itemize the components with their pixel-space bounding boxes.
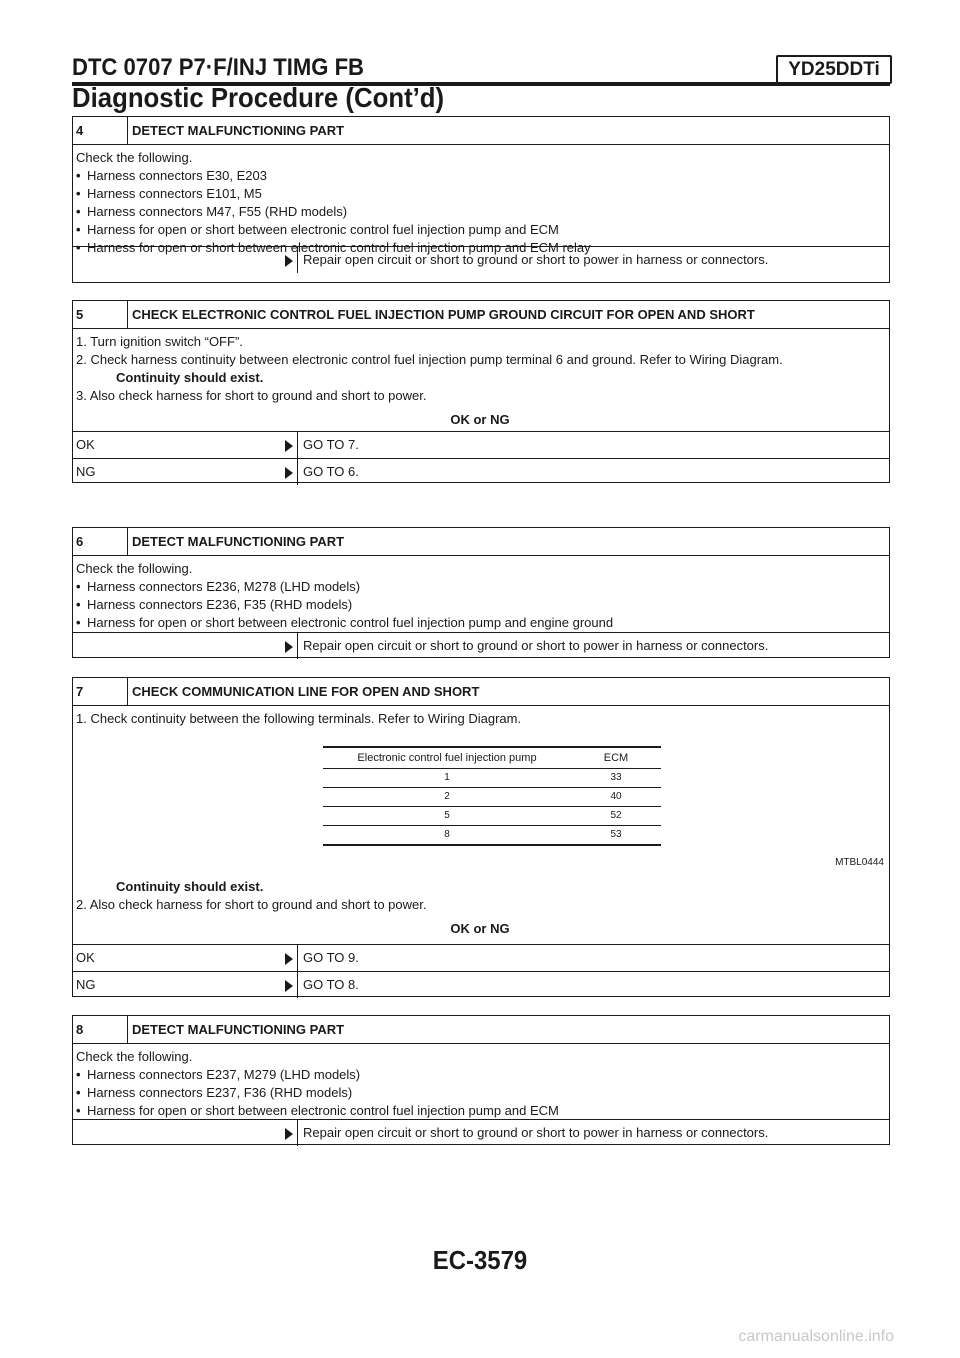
table-cell: 52 (571, 807, 661, 826)
watermark: carmanualsonline.info (738, 1328, 894, 1345)
check-item: • Harness connectors E101, M5 (76, 185, 884, 203)
step-number: 5 (73, 301, 128, 328)
table-cell: 5 (323, 807, 571, 826)
step-body (73, 145, 889, 255)
arrow-right-icon (280, 633, 297, 659)
arrow-right-icon (280, 945, 297, 971)
step-7-box (72, 677, 890, 997)
step-intro: Check the following. (76, 150, 193, 165)
result-row-ok (73, 431, 889, 458)
check-item: • Harness connectors M47, F55 (RHD models) (76, 203, 884, 221)
arrow-right-icon (280, 432, 297, 458)
table-cell: 33 (571, 769, 661, 788)
table-cell: 8 (323, 826, 571, 846)
arrow-right-icon (280, 459, 297, 485)
ok-or-ng-label: OK or NG (450, 921, 510, 936)
arrow-right-icon (280, 1120, 297, 1146)
instruction: 3. Also check harness for short to ground and short to power. (76, 388, 427, 403)
step-title: DETECT MALFUNCTIONING PART (132, 123, 345, 138)
step-5-box (72, 300, 890, 483)
result-label: NG (76, 977, 96, 992)
table-row (323, 807, 661, 826)
continuity-figure (76, 728, 884, 878)
check-item: • Harness connectors E236, M278 (LHD models) (76, 578, 884, 596)
table-cell: 1 (323, 769, 571, 788)
step-title: CHECK ELECTRONIC CONTROL FUEL INJECTION PUMP GROUND CIRCUIT FOR OPEN AND SHORT (132, 307, 755, 322)
page-title: DTC 0707 P7·F/INJ TIMG FB (72, 54, 364, 81)
step-4-box (72, 116, 890, 283)
step-number: 6 (73, 528, 128, 555)
step-title: DETECT MALFUNCTIONING PART (132, 534, 345, 549)
action-text: Repair open circuit or short to ground or short to power in harness or connectors. (297, 633, 889, 659)
step-body (73, 706, 889, 944)
check-item: • Harness connectors E237, F36 (RHD models) (76, 1084, 884, 1102)
page-number: EC-3579 (432, 1245, 528, 1275)
result-action: GO TO 7. (297, 432, 889, 458)
check-item: • Harness connectors E30, E203 (76, 167, 884, 185)
step-8-box (72, 1015, 890, 1145)
check-item: • Harness for open or short between electronic control fuel injection pump and ECM relay (76, 239, 884, 257)
check-item: • Harness connectors E236, F35 (RHD models) (76, 596, 884, 614)
result-label: OK (76, 950, 95, 965)
result-action: GO TO 6. (297, 459, 889, 485)
check-item: • Harness connectors E237, M279 (LHD models) (76, 1066, 884, 1084)
step-title: CHECK COMMUNICATION LINE FOR OPEN AND SHORT (132, 684, 480, 699)
column-header: Electronic control fuel injection pump (323, 747, 571, 769)
column-header: ECM (571, 747, 661, 769)
instruction: 1. Turn ignition switch “OFF”. (76, 334, 243, 349)
instruction: 2. Also check harness for short to ground and short to power. (76, 897, 427, 912)
result-row-ng (73, 458, 889, 485)
step-body (73, 1044, 889, 1119)
step-header (73, 1016, 889, 1044)
page-subtitle: Diagnostic Procedure (Cont’d) (72, 82, 445, 113)
step-header (73, 301, 889, 329)
check-item: • Harness for open or short between electronic control fuel injection pump and ECM (76, 221, 884, 239)
table-row (323, 826, 661, 846)
step-6-box (72, 527, 890, 658)
expected-result: Continuity should exist. (116, 370, 264, 385)
step-number: 8 (73, 1016, 128, 1043)
engine-badge: YD25DDTi (776, 55, 892, 84)
ok-or-ng-label: OK or NG (450, 412, 510, 427)
action-text: Repair open circuit or short to ground or short to power in harness or connectors. (297, 1120, 889, 1146)
action-row (73, 1119, 889, 1146)
result-row-ok (73, 944, 889, 971)
step-intro: Check the following. (76, 1049, 193, 1064)
arrow-right-icon (280, 972, 297, 998)
table-cell: 2 (323, 788, 571, 807)
action-row (73, 246, 889, 273)
step-header (73, 528, 889, 556)
result-action: GO TO 9. (297, 945, 889, 971)
step-body (73, 329, 889, 431)
action-text: Repair open circuit or short to ground or short to power in harness or connectors. (297, 247, 889, 273)
step-number: 4 (73, 117, 128, 144)
instruction: 1. Check continuity between the following terminals. Refer to Wiring Diagram. (76, 711, 522, 726)
step-number: 7 (73, 678, 128, 705)
figure-id: MTBL0444 (835, 857, 884, 868)
step-body (73, 556, 889, 632)
continuity-table (323, 746, 661, 846)
step-title: DETECT MALFUNCTIONING PART (132, 1022, 345, 1037)
result-action: GO TO 8. (297, 972, 889, 998)
result-label: NG (76, 464, 96, 479)
table-cell: 40 (571, 788, 661, 807)
table-row (323, 769, 661, 788)
table-cell: 53 (571, 826, 661, 846)
arrow-right-icon (280, 247, 297, 273)
result-label: OK (76, 437, 95, 452)
result-row-ng (73, 971, 889, 998)
check-item: • Harness for open or short between electronic control fuel injection pump and engine ground (76, 614, 884, 632)
table-row (323, 788, 661, 807)
step-header (73, 678, 889, 706)
step-intro: Check the following. (76, 561, 193, 576)
instruction: 2. Check harness continuity between electronic control fuel injection pump terminal 6 and ground. Refer to Wiring Diagram. (76, 352, 783, 367)
check-item: • Harness for open or short between electronic control fuel injection pump and ECM (76, 1102, 884, 1120)
action-row (73, 632, 889, 659)
step-header (73, 117, 889, 145)
expected-result: Continuity should exist. (116, 879, 264, 894)
